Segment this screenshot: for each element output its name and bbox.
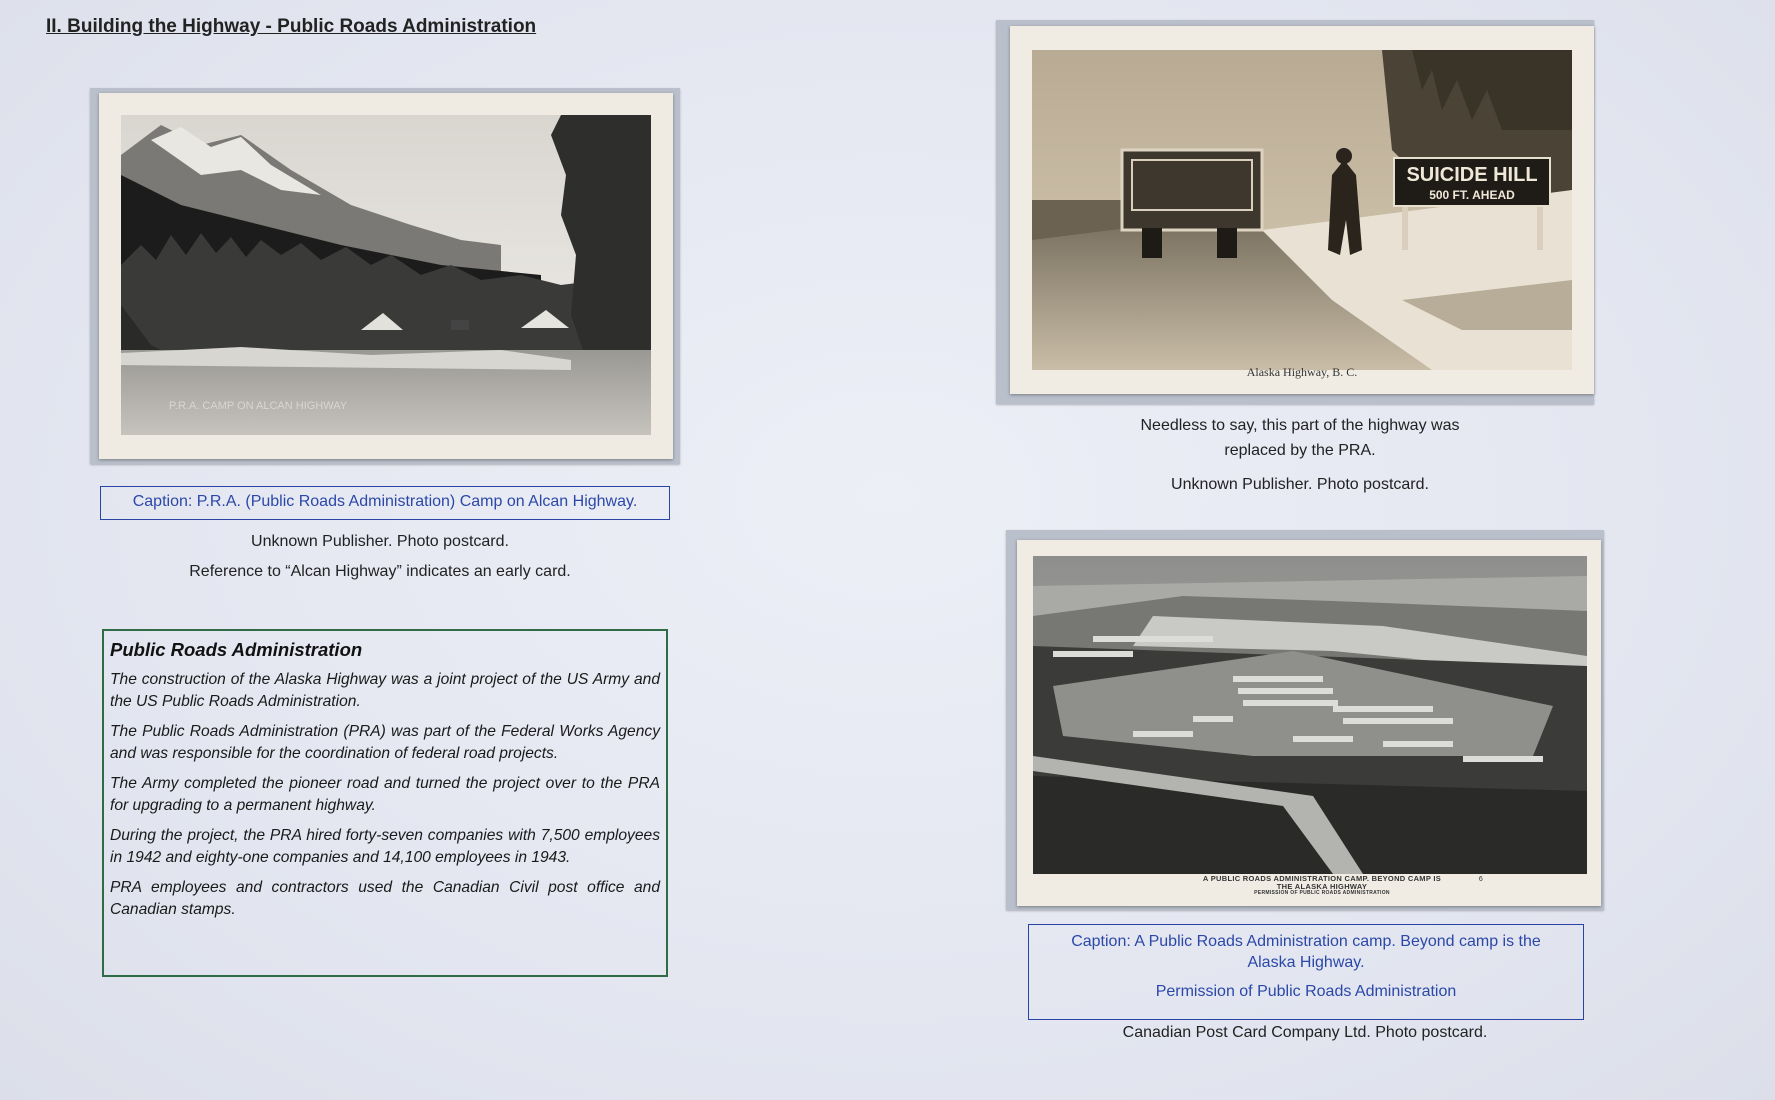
info-heading: Public Roads Administration: [110, 639, 363, 660]
publisher-note-2: Unknown Publisher. Photo postcard.: [1171, 476, 1429, 493]
photo-inscription: P.R.A. CAMP ON ALCAN HIGHWAY: [169, 400, 348, 412]
printed-caption-2: Alaska Highway, B. C.: [1246, 365, 1358, 379]
description-line-2: replaced by the PRA.: [1224, 442, 1376, 459]
caption-box-3: [1028, 924, 1584, 1020]
info-paragraph: The Public Roads Administration (PRA) was part of the Federal Works Agency and was responsible for the coordination of federal road projects.: [110, 723, 660, 762]
postcard-pra-camp: [99, 93, 673, 459]
printed-caption-3-line-2: THE ALASKA HIGHWAY: [1276, 882, 1368, 891]
info-paragraph: The construction of the Alaska Highway was a joint project of the US Army and the US Public Roads Administration.: [110, 671, 660, 710]
info-paragraph: PRA employees and contractors used the Canadian Civil post office and Canadian stamps.: [110, 879, 660, 918]
postcard-pra-aerial: [1017, 540, 1601, 906]
info-paragraph: The Army completed the pioneer road and turned the project over to the PRA for upgrading to a permanent highway.: [110, 775, 660, 814]
publisher-note-1: Unknown Publisher. Photo postcard.: [251, 533, 509, 550]
description-line-1: Needless to say, this part of the highway was: [1140, 417, 1460, 434]
photo-pra-camp: [121, 115, 651, 435]
caption-box-1: [100, 486, 670, 520]
caption-text-1: Caption: P.R.A. (Public Roads Administration) Camp on Alcan Highway.: [132, 493, 638, 510]
caption-3-line-1: Caption: A Public Roads Administration camp. Beyond camp is the: [1071, 933, 1541, 950]
caption-3-line-2: Alaska Highway.: [1247, 954, 1365, 971]
photo-pra-aerial: [1033, 556, 1587, 874]
printed-caption-3-line-3: PERMISSION OF PUBLIC ROADS ADMINISTRATION: [1254, 890, 1390, 896]
reference-note-1: Reference to “Alcan Highway” indicates an early card.: [189, 563, 571, 580]
sign-line-2: 500 FT. AHEAD: [1429, 188, 1515, 202]
info-paragraph: During the project, the PRA hired forty-seven companies with 7,500 employees in 1942 and eighty-one companies and 14,100 employees in 1943.: [110, 827, 660, 866]
caption-3-line-3: Permission of Public Roads Administration: [1155, 983, 1457, 1000]
photo-suicide-hill: [1032, 50, 1572, 370]
sign-line-1: SUICIDE HILL: [1406, 164, 1538, 186]
publisher-note-3: Canadian Post Card Company Ltd. Photo postcard.: [1122, 1024, 1488, 1041]
page-title: II. Building the Highway - Public Roads Administration: [46, 16, 537, 37]
postcard-suicide-hill: [1010, 26, 1594, 394]
info-box-pra: [102, 629, 668, 977]
printed-number-3: 6: [1478, 876, 1484, 883]
printed-caption-3-line-1: A PUBLIC ROADS ADMINISTRATION CAMP. BEYOND CAMP IS: [1202, 874, 1442, 883]
